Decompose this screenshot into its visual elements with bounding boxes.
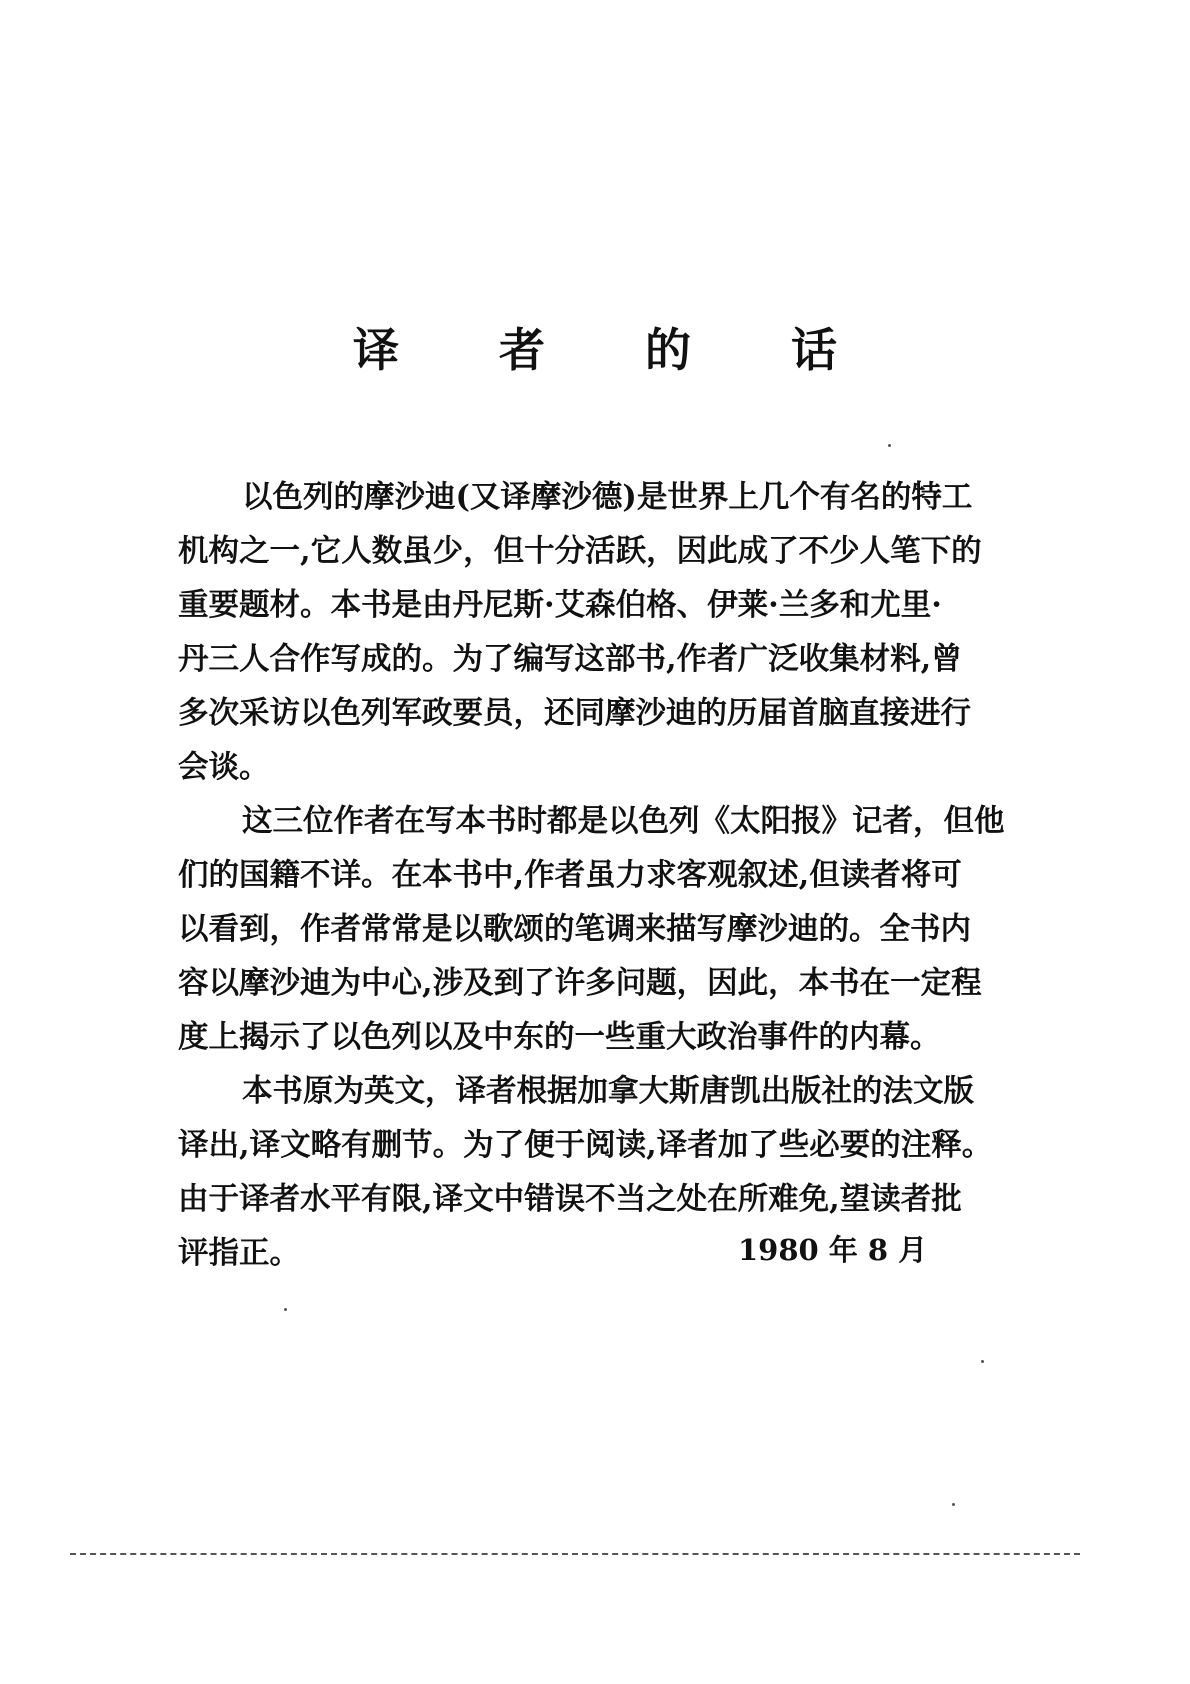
preface-body — [178, 470, 1056, 1280]
paragraph-line: 丹三人合作写成的。为了编写这部书,作者广泛收集材料,曾 — [178, 641, 962, 677]
scan-speck — [888, 444, 891, 447]
page-title: 译 者 的 话 — [352, 323, 880, 377]
scan-speck — [952, 1503, 955, 1506]
paragraph-line: 容以摩沙迪为中心,涉及到了许多问题，因此，本书在一定程 — [178, 965, 982, 1001]
scan-edge-rule — [70, 1553, 1080, 1555]
paragraph-line: 度上揭示了以色列以及中东的一些重大政治事件的内幕。 — [178, 1019, 941, 1055]
paragraph-line: 评指正。 — [178, 1235, 300, 1271]
paragraph-line: 这三位作者在写本书时都是以色列《太阳报》记者，但他 — [242, 803, 1005, 839]
paragraph-line: 由于译者水平有限,译文中错误不当之处在所难免,望读者批 — [178, 1181, 962, 1217]
scan-speck — [981, 1360, 984, 1363]
paragraph-line: 重要题材。本书是由丹尼斯·艾森伯格、伊莱·兰多和尤里· — [178, 587, 942, 623]
scan-speck — [284, 1308, 287, 1311]
paragraph-line: 多次采访以色列军政要员，还同摩沙迪的历届首脑直接进行 — [178, 695, 971, 731]
paragraph-line: 会谈。 — [178, 749, 270, 785]
paragraph-line: 以色列的摩沙迪(又译摩沙德)是世界上几个有名的特工 — [242, 479, 973, 515]
paragraph-line: 机构之一,它人数虽少，但十分活跃，因此成了不少人笔下的 — [178, 533, 982, 569]
paragraph-line: 译出,译文略有删节。为了便于阅读,译者加了些必要的注释。 — [178, 1127, 993, 1163]
paragraph-line: 们的国籍不详。在本书中,作者虽力求客观叙述,但读者将可 — [178, 857, 962, 893]
paragraph-line: 本书原为英文，译者根据加拿大斯唐凯出版社的法文版 — [242, 1073, 974, 1109]
date-line: 1980 年 8 月 — [738, 1233, 928, 1267]
paragraph-line: 以看到，作者常常是以歌颂的笔调来描写摩沙迪的。全书内 — [178, 911, 971, 947]
